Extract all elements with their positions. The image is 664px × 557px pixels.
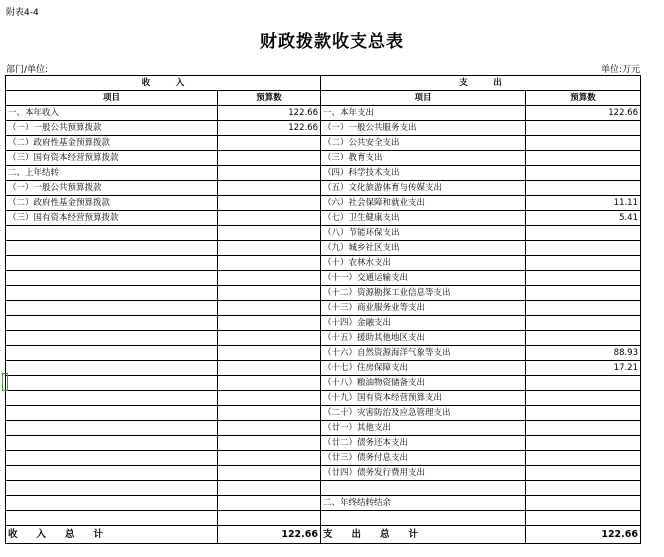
expense-item-cell[interactable]: （二十）灾害防治及应急管理支出 bbox=[321, 406, 526, 421]
expense-item-cell[interactable]: （三）教育支出 bbox=[321, 151, 526, 166]
unit-label: 单位:万元 bbox=[600, 65, 640, 75]
expense-value-cell[interactable] bbox=[526, 286, 641, 301]
expense-value-cell[interactable] bbox=[526, 376, 641, 391]
expense-value-cell[interactable]: 11.11 bbox=[526, 196, 641, 211]
table-row bbox=[6, 316, 641, 331]
income-total-value[interactable]: 122.66 bbox=[218, 526, 321, 544]
table-row bbox=[6, 241, 641, 256]
expense-item-cell[interactable]: （二）公共安全支出 bbox=[321, 136, 526, 151]
table-row bbox=[6, 166, 641, 181]
income-item-cell[interactable] bbox=[6, 256, 218, 271]
income-item-cell[interactable] bbox=[6, 421, 218, 436]
table-row bbox=[6, 421, 641, 436]
expense-item-header[interactable]: 项目 bbox=[321, 91, 526, 106]
income-item-cell[interactable] bbox=[6, 391, 218, 406]
income-value-cell[interactable] bbox=[218, 511, 321, 526]
income-value-cell[interactable]: 122.66 bbox=[218, 121, 321, 136]
expense-value-cell[interactable]: 5.41 bbox=[526, 211, 641, 226]
income-item-cell[interactable]: （三）国有资本经营预算拨款 bbox=[6, 151, 218, 166]
table-row bbox=[6, 196, 641, 211]
expense-item-cell[interactable]: （四）科学技术支出 bbox=[321, 166, 526, 181]
expense-value-cell[interactable] bbox=[526, 466, 641, 481]
table-row bbox=[6, 301, 641, 316]
expense-item-cell[interactable] bbox=[321, 511, 526, 526]
expense-value-cell[interactable] bbox=[526, 511, 641, 526]
table-row bbox=[6, 481, 641, 496]
income-item-cell[interactable] bbox=[6, 466, 218, 481]
income-item-cell[interactable] bbox=[6, 241, 218, 256]
expense-item-cell[interactable] bbox=[321, 481, 526, 496]
income-item-cell[interactable] bbox=[6, 406, 218, 421]
expense-item-cell[interactable]: （七）卫生健康支出 bbox=[321, 211, 526, 226]
expense-value-cell[interactable] bbox=[526, 481, 641, 496]
income-value-cell[interactable] bbox=[218, 211, 321, 226]
income-value-cell[interactable] bbox=[218, 286, 321, 301]
expense-value-cell[interactable] bbox=[526, 271, 641, 286]
expense-value-cell[interactable] bbox=[526, 166, 641, 181]
appendix-label: 附表4-4 bbox=[6, 8, 39, 18]
income-item-cell[interactable] bbox=[6, 301, 218, 316]
income-value-cell[interactable] bbox=[218, 331, 321, 346]
expense-item-cell[interactable]: 一、本年支出 bbox=[321, 106, 526, 121]
expense-item-cell[interactable]: 二、年终结转结余 bbox=[321, 496, 526, 511]
income-value-cell[interactable] bbox=[218, 391, 321, 406]
table-row bbox=[6, 436, 641, 451]
budget-table bbox=[5, 75, 641, 544]
expense-item-cell[interactable]: （廿四）债务发行费用支出 bbox=[321, 466, 526, 481]
table-row bbox=[6, 151, 641, 166]
expense-item-cell[interactable]: （廿一）其他支出 bbox=[321, 421, 526, 436]
dept-label: 部门/单位: bbox=[6, 65, 49, 75]
income-value-cell[interactable] bbox=[218, 406, 321, 421]
expense-item-cell[interactable]: （廿三）债务付息支出 bbox=[321, 451, 526, 466]
income-value-cell[interactable] bbox=[218, 256, 321, 271]
income-value-cell[interactable] bbox=[218, 376, 321, 391]
expense-value-cell[interactable] bbox=[526, 301, 641, 316]
table-row bbox=[6, 391, 641, 406]
expense-value-cell[interactable] bbox=[526, 316, 641, 331]
income-item-cell[interactable] bbox=[6, 451, 218, 466]
income-value-cell[interactable] bbox=[218, 166, 321, 181]
table-row bbox=[6, 226, 641, 241]
income-item-cell[interactable] bbox=[6, 376, 218, 391]
income-value-cell[interactable] bbox=[218, 136, 321, 151]
income-item-cell[interactable] bbox=[6, 361, 218, 376]
table-row bbox=[6, 451, 641, 466]
table-row bbox=[6, 181, 641, 196]
income-value-cell[interactable] bbox=[218, 196, 321, 211]
expense-item-cell[interactable]: （十一）交通运输支出 bbox=[321, 271, 526, 286]
expense-item-cell[interactable]: （十三）商业服务业等支出 bbox=[321, 301, 526, 316]
income-item-cell[interactable]: （二）政府性基金预算拨款 bbox=[6, 136, 218, 151]
income-total-label[interactable]: 收 入 总 计 bbox=[6, 526, 218, 544]
table-row bbox=[6, 406, 641, 421]
income-item-cell[interactable] bbox=[6, 331, 218, 346]
income-item-cell[interactable] bbox=[6, 346, 218, 361]
expense-value-cell[interactable]: 17.21 bbox=[526, 361, 641, 376]
expense-item-cell[interactable]: （五）文化旅游体育与传媒支出 bbox=[321, 181, 526, 196]
income-item-cell[interactable]: 二、上年结转 bbox=[6, 166, 218, 181]
expense-value-cell[interactable] bbox=[526, 391, 641, 406]
income-item-cell[interactable] bbox=[6, 286, 218, 301]
expense-item-cell[interactable]: （十七）住房保障支出 bbox=[321, 361, 526, 376]
income-value-cell[interactable] bbox=[218, 421, 321, 436]
expense-value-cell[interactable] bbox=[526, 181, 641, 196]
income-value-cell[interactable] bbox=[218, 481, 321, 496]
income-value-cell[interactable] bbox=[218, 466, 321, 481]
expense-item-cell[interactable]: （十）农林水支出 bbox=[321, 256, 526, 271]
expense-section-header[interactable]: 支 出 bbox=[321, 76, 641, 91]
income-value-cell[interactable] bbox=[218, 301, 321, 316]
expense-value-cell[interactable] bbox=[526, 496, 641, 511]
expense-value-cell[interactable] bbox=[526, 421, 641, 436]
income-budget-header[interactable]: 预算数 bbox=[218, 91, 321, 106]
table-row bbox=[6, 331, 641, 346]
expense-value-cell[interactable] bbox=[526, 331, 641, 346]
income-item-cell[interactable] bbox=[6, 511, 218, 526]
expense-value-cell[interactable] bbox=[526, 436, 641, 451]
table-row bbox=[6, 121, 641, 136]
table-row bbox=[6, 211, 641, 226]
table-row bbox=[6, 466, 641, 481]
income-value-cell[interactable] bbox=[218, 241, 321, 256]
table-row bbox=[6, 271, 641, 286]
income-value-cell[interactable] bbox=[218, 451, 321, 466]
expense-total-label[interactable]: 支 出 总 计 bbox=[321, 526, 526, 544]
income-item-cell[interactable] bbox=[6, 316, 218, 331]
table-row bbox=[6, 346, 641, 361]
expense-value-cell[interactable] bbox=[526, 451, 641, 466]
expense-item-cell[interactable]: （十二）资源勘探工业信息等支出 bbox=[321, 286, 526, 301]
income-value-cell[interactable] bbox=[218, 316, 321, 331]
income-value-cell[interactable] bbox=[218, 151, 321, 166]
income-value-cell[interactable] bbox=[218, 226, 321, 241]
expense-value-cell[interactable]: 122.66 bbox=[526, 106, 641, 121]
income-item-cell[interactable]: （二）政府性基金预算拨款 bbox=[6, 196, 218, 211]
income-value-cell[interactable] bbox=[218, 496, 321, 511]
section-header-row bbox=[6, 76, 641, 91]
expense-value-cell[interactable] bbox=[526, 241, 641, 256]
expense-value-cell[interactable] bbox=[526, 406, 641, 421]
income-value-cell[interactable] bbox=[218, 346, 321, 361]
table-row bbox=[6, 496, 641, 511]
income-value-cell[interactable]: 122.66 bbox=[218, 106, 321, 121]
expense-item-cell[interactable]: （八）节能环保支出 bbox=[321, 226, 526, 241]
expense-item-cell[interactable]: （十九）国有资本经营预算支出 bbox=[321, 391, 526, 406]
income-item-cell[interactable] bbox=[6, 481, 218, 496]
expense-item-cell[interactable]: （十四）金融支出 bbox=[321, 316, 526, 331]
expense-item-cell[interactable]: （十六）自然资源海洋气象等支出 bbox=[321, 346, 526, 361]
income-value-cell[interactable] bbox=[218, 181, 321, 196]
expense-value-cell[interactable] bbox=[526, 121, 641, 136]
income-item-cell[interactable] bbox=[6, 496, 218, 511]
income-item-cell[interactable] bbox=[6, 226, 218, 241]
expense-item-cell[interactable]: （廿二）债务还本支出 bbox=[321, 436, 526, 451]
income-item-cell[interactable] bbox=[6, 436, 218, 451]
income-item-cell[interactable] bbox=[6, 271, 218, 286]
table-row bbox=[6, 136, 641, 151]
expense-item-cell[interactable]: （十八）粮油物资储备支出 bbox=[321, 376, 526, 391]
table-row bbox=[6, 286, 641, 301]
table-row bbox=[6, 376, 641, 391]
expense-value-cell[interactable] bbox=[526, 151, 641, 166]
income-section-header[interactable]: 收 入 bbox=[6, 76, 321, 91]
active-cell-indicator bbox=[2, 373, 8, 391]
income-value-cell[interactable] bbox=[218, 361, 321, 376]
income-value-cell[interactable] bbox=[218, 436, 321, 451]
expense-value-cell[interactable] bbox=[526, 226, 641, 241]
table-row bbox=[6, 256, 641, 271]
expense-value-cell[interactable] bbox=[526, 136, 641, 151]
expense-item-cell[interactable]: （九）城乡社区支出 bbox=[321, 241, 526, 256]
income-item-cell[interactable]: （一）一般公共预算拨款 bbox=[6, 121, 218, 136]
income-item-cell[interactable]: 一、本年收入 bbox=[6, 106, 218, 121]
expense-budget-header[interactable]: 预算数 bbox=[526, 91, 641, 106]
totals-row bbox=[6, 526, 641, 544]
expense-item-cell[interactable]: （六）社会保障和就业支出 bbox=[321, 196, 526, 211]
income-value-cell[interactable] bbox=[218, 271, 321, 286]
expense-total-value[interactable]: 122.66 bbox=[526, 526, 641, 544]
income-item-cell[interactable]: （一）一般公共预算拨款 bbox=[6, 181, 218, 196]
expense-value-cell[interactable] bbox=[526, 256, 641, 271]
table-row bbox=[6, 106, 641, 121]
income-item-header[interactable]: 项目 bbox=[6, 91, 218, 106]
column-header-row bbox=[6, 91, 641, 106]
expense-item-cell[interactable]: （一）一般公共服务支出 bbox=[321, 121, 526, 136]
income-item-cell[interactable]: （三）国有资本经营预算拨款 bbox=[6, 211, 218, 226]
page-title: 财政拨款收支总表 bbox=[260, 32, 404, 52]
table-row bbox=[6, 361, 641, 376]
table-row bbox=[6, 511, 641, 526]
expense-item-cell[interactable]: （十五）援助其他地区支出 bbox=[321, 331, 526, 346]
expense-value-cell[interactable]: 88.93 bbox=[526, 346, 641, 361]
